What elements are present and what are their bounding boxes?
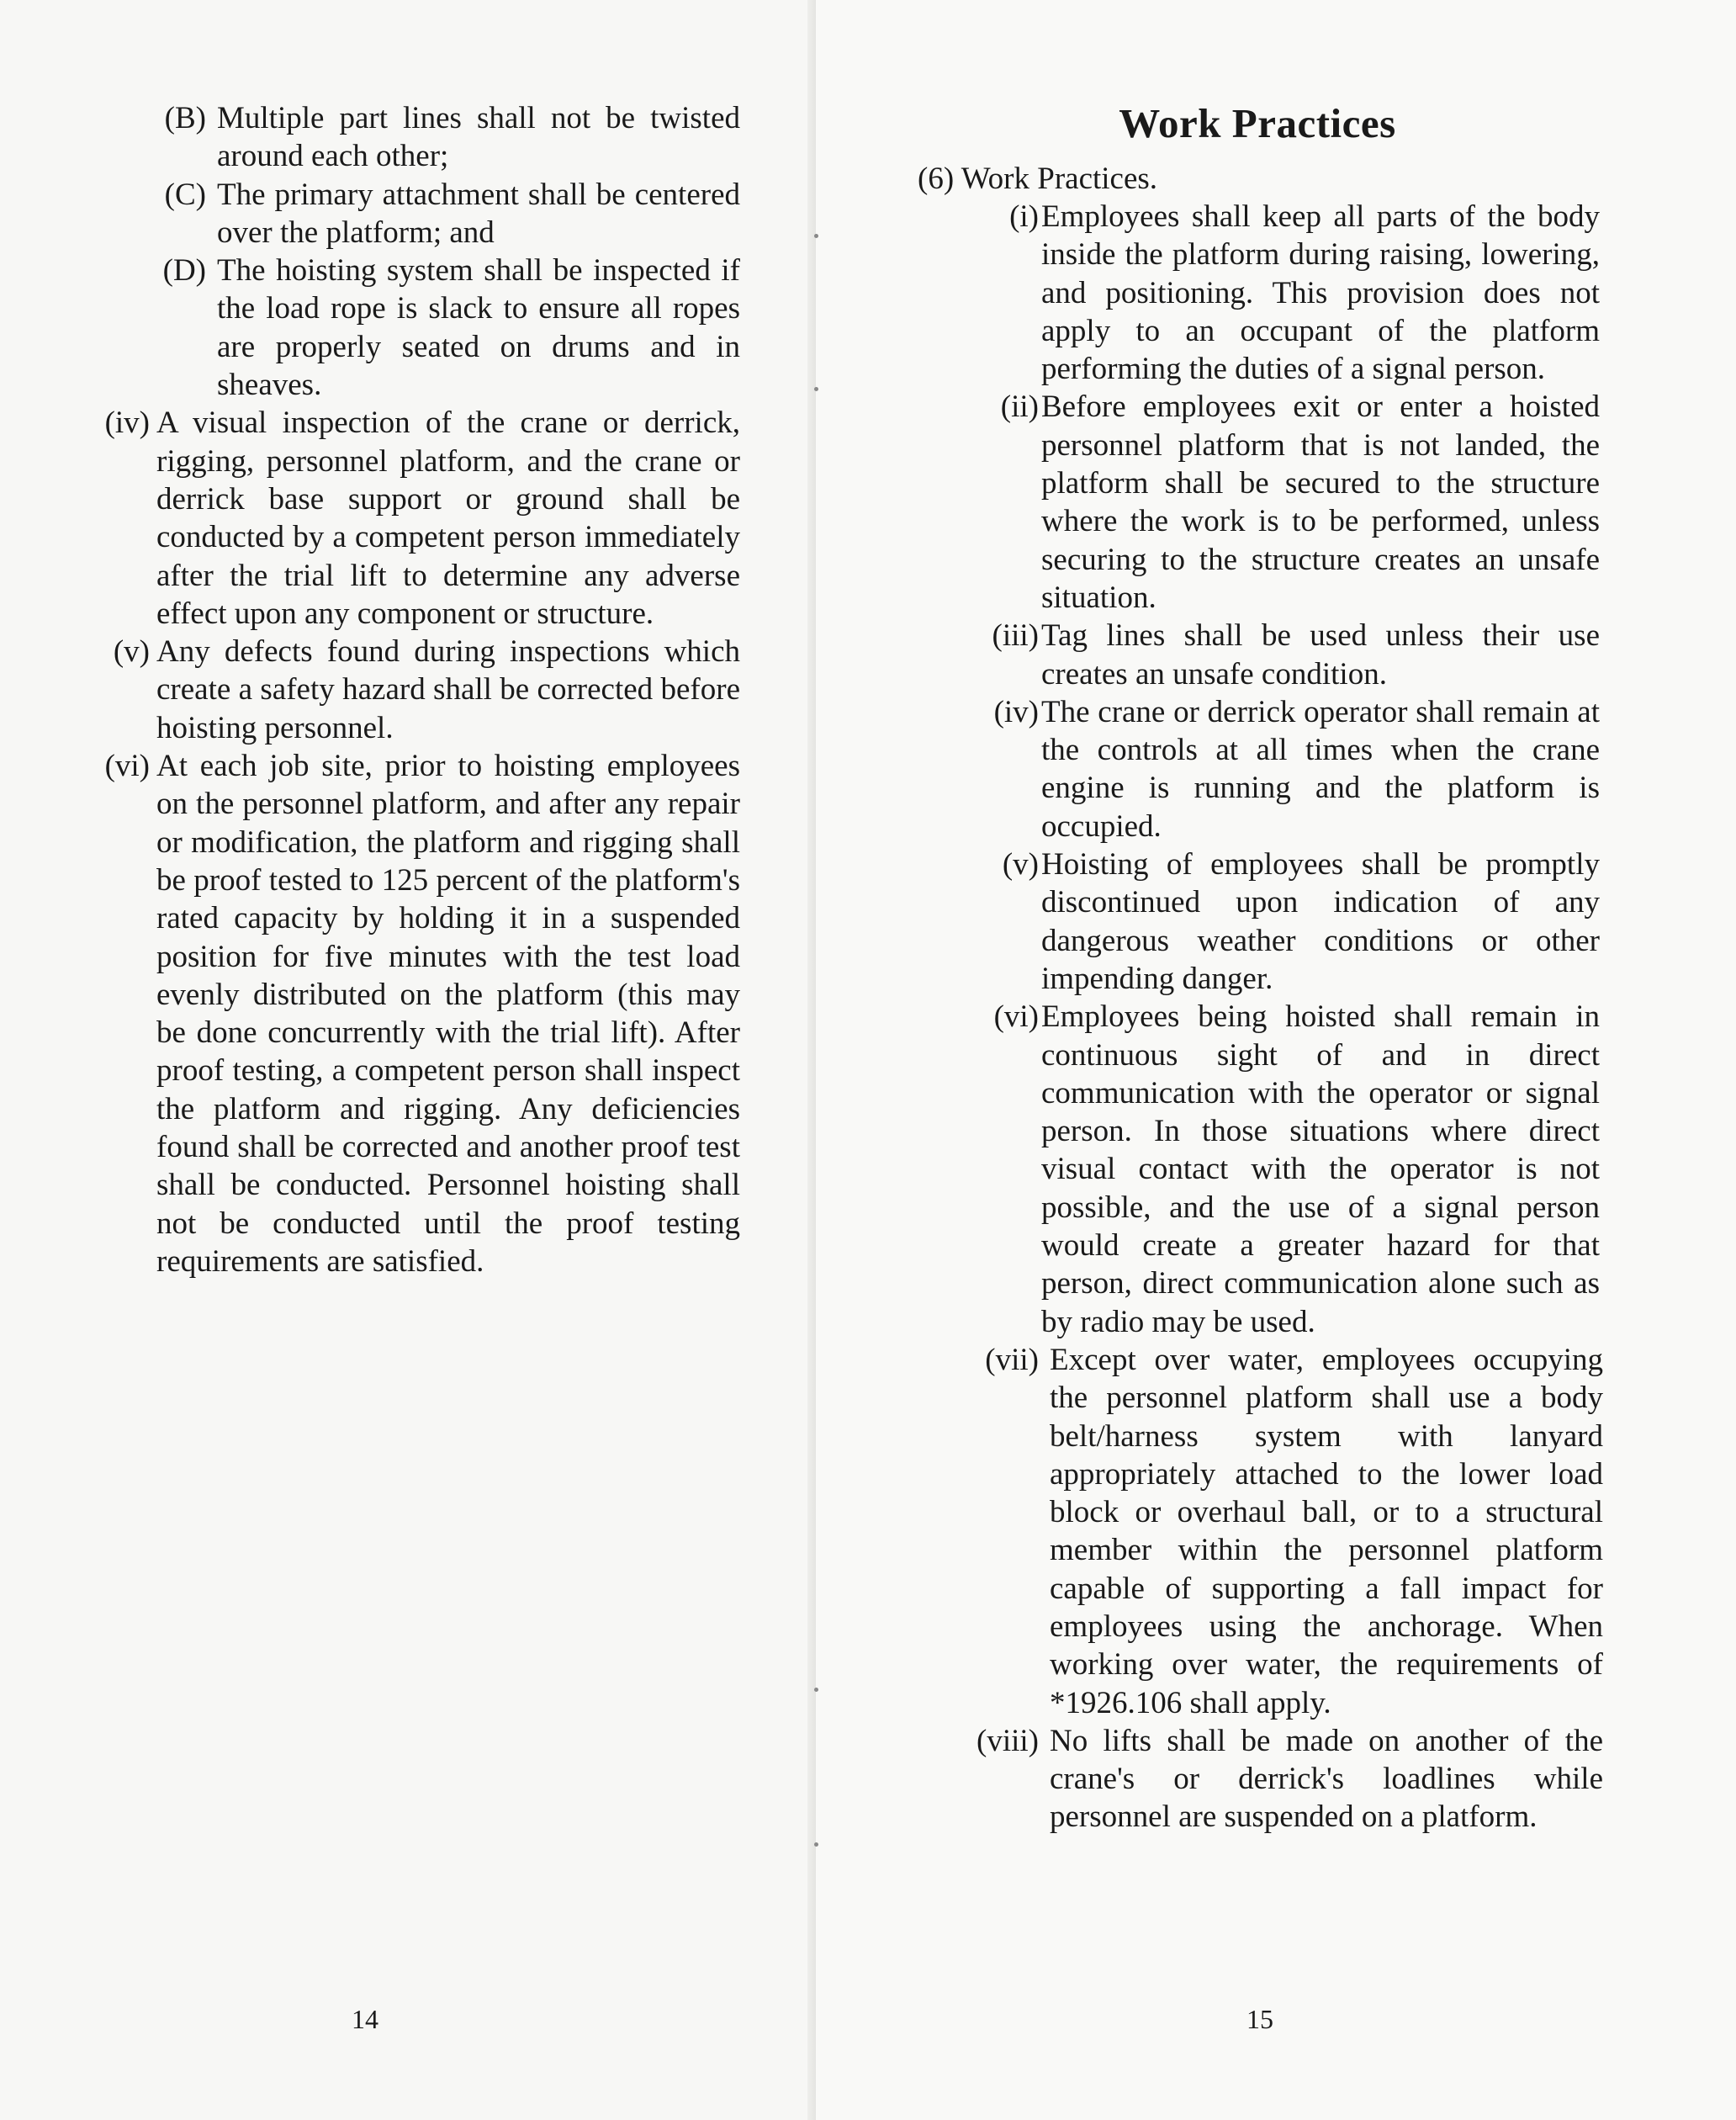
item-label: (C) xyxy=(164,177,206,212)
page-number: 15 xyxy=(1246,2004,1273,2034)
item-text: The crane or derrick operator shall remain at the controls at all times when the crane engine is running and the platform is occupied. xyxy=(1041,694,1600,844)
item-text: At each job site, prior to hoisting employees on the personnel platform, and after any repair or modification, the platform and rigging shall be proof tested to 125 percent of the platform's rated capacity by holding it in a suspended position for five minutes with the test load evenly distributed on the platform (this may be done concurrently with the trial lift). After proof testing, a competent person shall inspect the platform and rigging. Any deficiencies found shall be corrected and another proof test shall be conducted. Personnel hoisting shall not be conducted until the proof testing requirements are satisfied. xyxy=(156,749,740,1279)
item-label: (D) xyxy=(162,253,206,289)
list-item xyxy=(816,617,1699,693)
item-label: (iii) xyxy=(992,618,1039,654)
item-text: A visual inspection of the crane or derrick, rigging, personnel platform, and the crane or derrick base support or ground shall be conducted by a competent person immediately after the trial lift to determine any adverse effect upon any component or structure. xyxy=(156,405,740,631)
item-text: Multiple part lines shall not be twisted around each other; xyxy=(217,101,740,174)
page-number: 14 xyxy=(352,2004,378,2034)
list-item xyxy=(0,252,740,404)
item-text: The primary attachment shall be centered over the platform; and xyxy=(217,177,740,250)
item-text: No lifts shall be made on another of the crane's or derrick's loadlines while personnel are suspended on a platform. xyxy=(1050,1723,1603,1835)
list-item xyxy=(816,998,1699,1341)
item-text: Except over water, employees occupying the personnel platform shall use a body belt/harness system with lanyard appropriately attached to the lower load block or overhaul ball, or to a structural member within the personnel platform capable of supporting a fall impact for employees using the anchorage. When working over water, the requirements of *1926.106 shall apply. xyxy=(1050,1342,1603,1720)
margin-dot xyxy=(814,1842,818,1847)
item-label: (B) xyxy=(164,101,206,135)
item-label: (viii) xyxy=(977,1723,1039,1758)
item-label: (vi) xyxy=(993,999,1039,1035)
list-item xyxy=(0,99,740,176)
item-label: (iv) xyxy=(104,405,150,441)
list-item xyxy=(0,176,740,252)
item-text: Tag lines shall be used unless their use creates an unsafe condition. xyxy=(1041,618,1600,692)
item-label: (iv) xyxy=(993,694,1039,729)
list-item xyxy=(0,404,740,633)
list-item xyxy=(816,1722,1699,1836)
item-text: Any defects found during inspections which create a safety hazard shall be corrected before hoisting personnel. xyxy=(156,634,740,745)
item-text: Employees shall keep all parts of the body inside the platform during raising, lowering, and positioning. This provision does not apply to an occupant of the platform performing the duties of a signal person. xyxy=(1041,199,1600,387)
list-item xyxy=(816,198,1699,388)
list-item xyxy=(816,845,1699,998)
item-label: (vii) xyxy=(985,1342,1039,1377)
list-item xyxy=(0,747,740,1280)
item-text: Before employees exit or enter a hoisted personnel platform that is not landed, the platform shall be secured to the structure where the work is to be performed, unless securing to the structure creates an unsafe situation. xyxy=(1041,390,1600,615)
left-page xyxy=(0,0,816,2120)
item-label: (vi) xyxy=(104,749,150,784)
list-item xyxy=(816,1341,1699,1722)
item-label: (v) xyxy=(113,634,150,670)
section-intro: (6) Work Practices. xyxy=(918,162,1158,196)
item-label: (v) xyxy=(1002,847,1039,882)
item-text: Hoisting of employees shall be promptly discontinued upon indication of any dangerous weather conditions or other impending danger. xyxy=(1041,847,1600,996)
list-item xyxy=(816,388,1699,617)
item-text: The hoisting system shall be inspected if the load rope is slack to ensure all ropes are properly seated on drums and in sheaves. xyxy=(217,253,740,403)
list-item xyxy=(0,633,740,747)
item-text: Employees being hoisted shall remain in continuous sight of and in direct communication with the operator or signal person. In those situations where direct visual contact with the operator is not possible, and the use of a signal person would create a greater hazard for that person, direct communication alone such as by radio may be used. xyxy=(1041,999,1600,1339)
item-label: (ii) xyxy=(1000,390,1039,425)
list-item xyxy=(816,693,1699,845)
item-label: (i) xyxy=(1009,199,1039,234)
page-title: Work Practices xyxy=(1119,100,1396,146)
left-page-body xyxy=(0,99,740,1280)
right-page-list xyxy=(816,198,1699,1836)
